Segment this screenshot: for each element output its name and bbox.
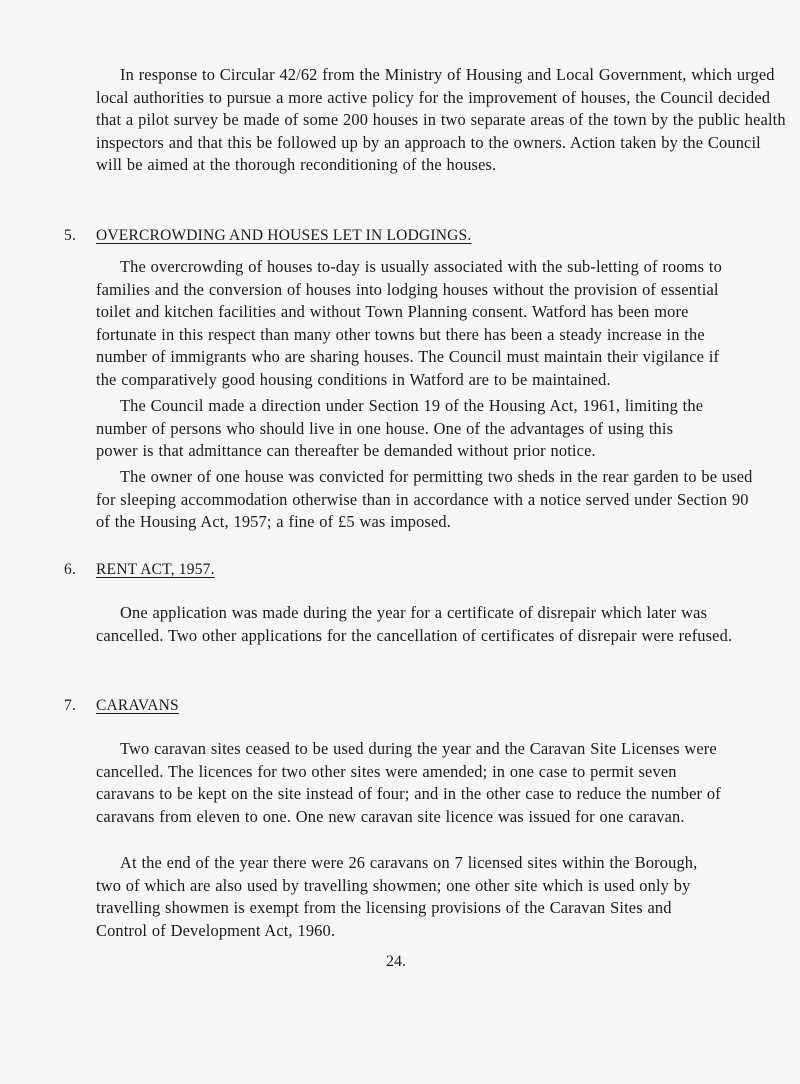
intro-paragraph: In response to Circular 42/62 from the Ministry of Housing and Local Government, which urged local authorities to pursue a more active policy for the improvement of houses, the Council decided that a pilot survey be made of some 200 houses in two separate areas of the town by the public health inspectors and that this be followed up by an approach to the owners. Action taken by the Council will be aimed at the thorough reconditioning of the houses. [96,65,786,174]
section-5-paragraph-3: The owner of one house was convicted for permitting two sheds in the rear garden to be used for sleeping accommodation otherwise than in accordance with a notice served under Section 90 of the Housing Act, 1957; a fine of £5 was imposed. [96,467,753,531]
section-number: 5. [64,227,77,244]
section-5-paragraph-1: The overcrowding of houses to-day is usually associated with the sub-letting of rooms to families and the conversion of houses into lodging houses without the provision of essential toilet and kitchen facilities and without Town Planning consent. Watford has been more fortunate in this respect than many other towns but there has been a steady increase in the number of immigrants who are sharing houses. The Council must maintain their vigilance if the comparatively good housing conditions in Watford are to be maintained. [96,257,722,389]
section-5-paragraph-2: The Council made a direction under Section 19 of the Housing Act, 1961, limiting the number of persons who should live in one house. One of the advantages of using this power is that admittance can thereafter be demanded without prior notice. [96,396,704,460]
section-title: OVERCROWDING AND HOUSES LET IN LODGINGS. [96,227,472,244]
section-7-paragraph-1: Two caravan sites ceased to be used during the year and the Caravan Site Licenses were cancelled. The licences for two other sites were amended; in one case to permit seven caravans to be kept on the site instead of four; and in the other case to reduce the number of caravans from eleven to one. One new caravan site licence was issued for one caravan. [96,739,721,826]
section-6-paragraph-1: One application was made during the year for a certificate of disrepair which later was cancelled. Two other applications for the cancellation of certificates of disrepair were refused. [96,603,733,645]
section-number: 7. [64,697,77,714]
section-title: RENT ACT, 1957. [96,561,215,578]
section-number: 6. [64,561,77,578]
page-number: 24. [386,953,406,970]
section-7-paragraph-2: At the end of the year there were 26 caravans on 7 licensed sites within the Borough, two of which are also used by travelling showmen; one other site which is used only by travelling showmen is exempt from the licensing provisions of the Caravan Sites and Control of Development Act, 1960. [96,853,698,940]
section-title: CARAVANS [96,697,179,714]
